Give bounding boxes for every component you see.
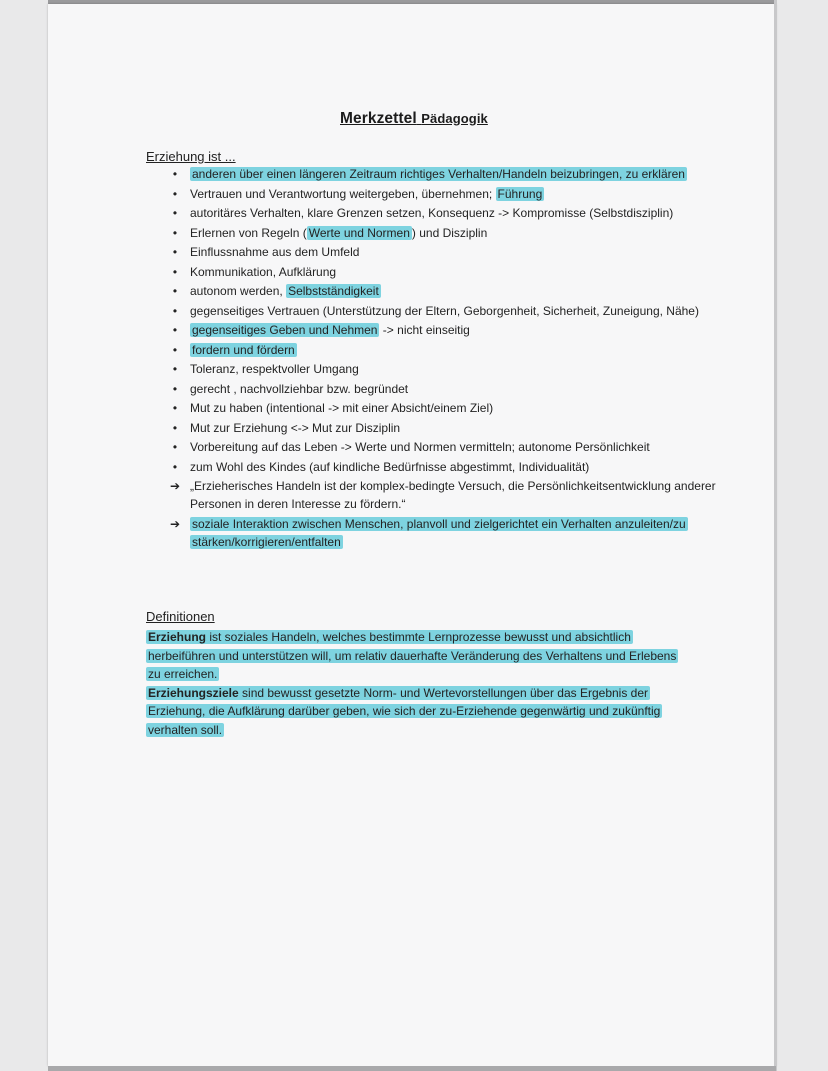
list-item xyxy=(168,321,728,339)
list-item xyxy=(168,302,728,320)
bullet-icon: • xyxy=(172,342,178,357)
definitions-paragraph xyxy=(146,628,691,739)
definition-text: ist soziales Handeln, welches bestimmte Lernprozesse bewusst und absichtlich herbeiführen und unterstützen will, um relativ dauerhafte Veränderung des Verhaltens und Erlebens zu erreichen. xyxy=(148,630,677,681)
bullet-icon: • xyxy=(172,440,178,454)
item-text: Mut zu haben (intentional -> mit einer Absicht/einem Ziel) xyxy=(190,401,494,415)
highlighted-text: anderen über einen längeren Zeitraum richtiges Verhalten/Handeln beizubringen, zu erklären xyxy=(192,167,685,181)
definitions-block xyxy=(146,628,691,739)
highlighted-text: Selbstständigkeit xyxy=(288,284,379,298)
definition-term: Erziehungsziele xyxy=(148,685,239,700)
page-title xyxy=(340,110,488,128)
list-item xyxy=(168,204,728,222)
bullet-icon: • xyxy=(172,381,178,396)
bullet-icon: • xyxy=(172,167,178,181)
item-text: Erlernen von Regeln ( xyxy=(190,225,307,240)
item-text: gegenseitiges Vertrauen (Unterstützung der Eltern, Geborgenheit, Sicherheit, Zuneigung, Nähe) xyxy=(190,303,699,318)
item-text: autonom werden, xyxy=(190,284,287,298)
list-item xyxy=(168,185,728,203)
item-text: Einflussnahme aus dem Umfeld xyxy=(190,245,360,259)
scan-edge-right xyxy=(774,0,777,1071)
section-heading-erziehung: Erziehung ist ... xyxy=(146,149,236,164)
item-text: -> nicht einseitig xyxy=(379,323,470,337)
bullet-icon: • xyxy=(172,459,178,474)
item-text: autoritäres Verhalten, klare Grenzen setzen, Konsequenz -> Kompromisse (Selbstdisziplin) xyxy=(190,206,674,220)
list-item xyxy=(168,282,728,300)
section-heading-definitionen: Definitionen xyxy=(146,609,215,624)
highlighted-text: fordern und fördern xyxy=(192,342,295,357)
highlighted-text: Führung xyxy=(497,186,543,201)
list-item xyxy=(168,419,728,437)
bullet-icon: • xyxy=(172,225,178,240)
arrow-right-icon: ➔ xyxy=(169,479,181,493)
item-text: „Erzieherisches Handeln ist der komplex-bedingte Versuch, die Persönlichkeitsentwicklung anderer Personen in deren Interesse zu fördern.“ xyxy=(190,479,716,511)
item-text: gerecht , nachvollziehbar bzw. begründet xyxy=(190,381,409,396)
list-item xyxy=(168,438,728,456)
item-text: Vertrauen und Verantwortung weitergeben, übernehmen; xyxy=(190,186,496,201)
item-text: Kommunikation, Aufklärung xyxy=(190,264,337,279)
bullet-icon: • xyxy=(172,420,178,435)
list-item xyxy=(168,458,728,476)
bullet-icon: • xyxy=(172,186,178,201)
item-text: zum Wohl des Kindes (auf kindliche Bedürfnisse abgestimmt, Individualität) xyxy=(190,459,590,474)
title-main: Merkzettel xyxy=(340,110,417,127)
scan-edge-bottom xyxy=(48,1066,776,1071)
bullet-icon: • xyxy=(172,401,178,415)
item-text: Vorbereitung auf das Leben -> Werte und Normen vermitteln; autonome Persönlichkeit xyxy=(190,440,650,454)
title-sub: Pädagogik xyxy=(421,111,488,126)
highlighted-text: Werte und Normen xyxy=(308,225,410,240)
item-text: Toleranz, respektvoller Umgang xyxy=(190,362,359,376)
list-item xyxy=(168,380,728,398)
bullet-icon: • xyxy=(172,206,178,220)
highlighted-text: gegenseitiges Geben und Nehmen xyxy=(192,323,378,337)
item-text: Mut zur Erziehung <-> Mut zur Disziplin xyxy=(190,420,401,435)
bullet-icon: • xyxy=(172,303,178,318)
list-item xyxy=(168,224,728,242)
bullet-icon: • xyxy=(172,284,178,298)
list-item xyxy=(168,243,728,261)
list-item xyxy=(168,399,728,417)
highlighted-text xyxy=(146,630,678,737)
list-item xyxy=(168,360,728,378)
item-text: ) und Disziplin xyxy=(411,225,488,240)
erziehung-list xyxy=(168,165,728,552)
list-item xyxy=(168,165,728,183)
list-item xyxy=(168,263,728,281)
definition-term: Erziehung xyxy=(148,630,207,644)
arrow-right-icon: ➔ xyxy=(169,516,181,531)
bullet-icon: • xyxy=(172,362,178,376)
bullet-icon: • xyxy=(172,245,178,259)
definition-text: sind bewusst gesetzte Norm- und Wertevorstellungen über das Ergebnis der Erziehung, die Aufklärung darüber geben, wie sich der zu-Erziehende gegenwärtig und zukünftig verhalten soll. xyxy=(148,685,661,737)
bullet-icon: • xyxy=(172,264,178,279)
highlighted-text: soziale Interaktion zwischen Menschen, planvoll und zielgerichtet ein Verhalten anzuleiten/zu stärken/korrigieren/entfalten xyxy=(192,516,686,549)
list-item xyxy=(168,341,728,359)
list-item xyxy=(168,515,728,551)
list-item xyxy=(168,477,728,513)
bullet-icon: • xyxy=(172,323,178,337)
